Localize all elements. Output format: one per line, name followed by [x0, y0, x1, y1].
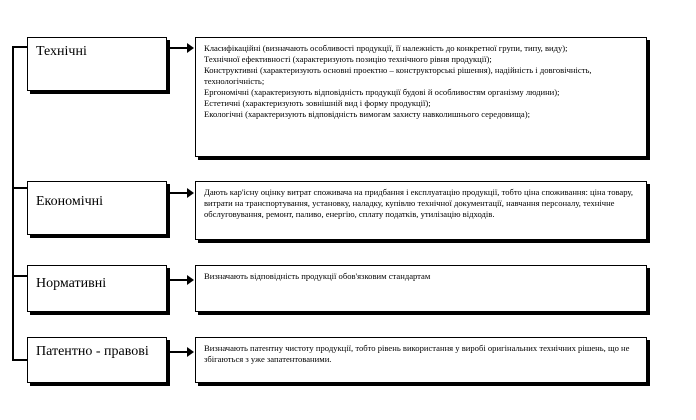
connector-trunk: [12, 46, 14, 360]
connector-branch: [12, 275, 28, 277]
category-label: Патентно - правові: [36, 344, 149, 359]
description-line: Класифікаційні (визначають особливості продукції, її належність до конкретної групи, типу, виду);: [204, 43, 568, 53]
description-line: Екологічні (характеризують відповідність вимогам захисту навколишнього середовища);: [204, 109, 530, 119]
category-economic: [27, 181, 167, 235]
connector-arrow: [170, 351, 192, 353]
category-label: Економічні: [36, 194, 104, 209]
description-line: Ергономічні (характеризують відповідність продукції будові й особливостям організму людини);: [204, 87, 560, 97]
connector-arrow: [170, 279, 192, 281]
description-normative: [195, 265, 647, 312]
description-line: Естетичні (характеризують зовнішній вид і форму продукції);: [204, 98, 431, 108]
description-line: Конструктивні (характеризують основні проектно – конструкторські рішення), надійність і довговічність, технологічність;: [204, 65, 592, 86]
connector-branch: [12, 46, 28, 48]
connector-arrow: [170, 47, 192, 49]
description-technical: [195, 37, 647, 157]
connector-arrow: [170, 192, 192, 194]
category-label: Нормативні: [36, 276, 107, 291]
description-line: Визначають відповідність продукції обов'язковим стандартам: [204, 271, 431, 281]
category-patent-legal: [27, 337, 167, 383]
connector-branch: [12, 359, 28, 361]
description-line: Технічної ефективності (характеризують позицію технічного рівня продукції);: [204, 54, 492, 64]
description-patent-legal: [195, 337, 647, 383]
category-normative: [27, 265, 167, 312]
description-line: Визначають патентну чистоту продукції, тобто рівень використання у виробі оригінальних технічних рішень, що не збігаються з уже запатентованими.: [204, 343, 630, 364]
description-economic: [195, 181, 647, 240]
description-line: Дають кар'існу оцінку витрат споживача на придбання і експлуатацію продукції, тобто ціна споживання: ціна товару, витрати на транспортування, установку, наладку, купівлю технічної документації, навчання персоналу, технічне обслуговування, ремонт, паливо, енергію, сплату податків, утилізацію відходів.: [204, 187, 634, 219]
category-technical: [27, 37, 167, 91]
connector-branch: [12, 187, 28, 189]
category-label: Технічні: [36, 44, 87, 59]
